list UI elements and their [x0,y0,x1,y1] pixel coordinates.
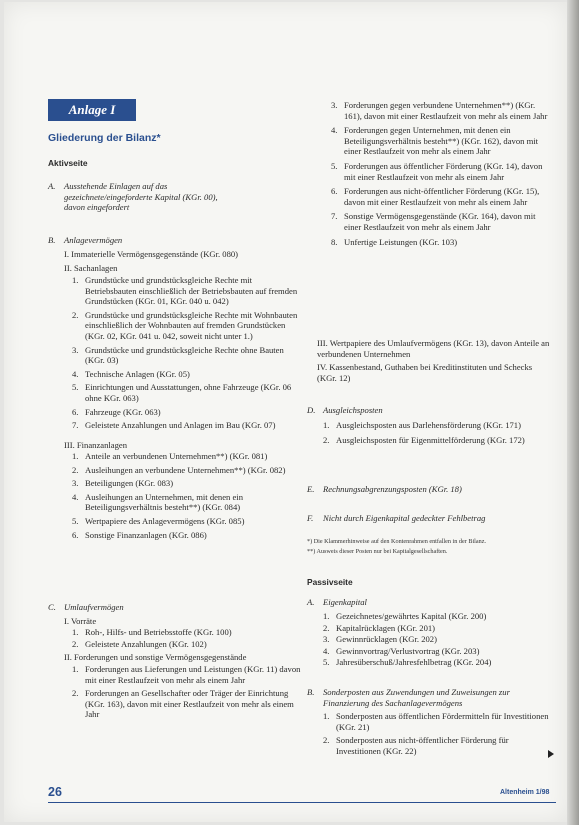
list-item [72,530,302,541]
list-item [331,125,553,157]
list-item-number: 1. [323,611,330,621]
c-ii-list [72,664,302,723]
c-iv-line: IV. Kassenbestand, Guthaben bei Kreditinstituten und Schecks (KGr. 12) [317,362,533,383]
list-item-number: 2. [323,622,330,633]
list-item-number: 2. [72,638,79,649]
b-iii-line: III. Finanzanlagen [64,440,127,450]
passiv-category-b: B. Sonderposten aus Zuwendungen und Zuweisungen zur Finanzierung des Sachanlagevermögens [307,687,510,708]
list-item-text: Forderungen aus nicht-öffentlicher Förderung (KGr. 15), davon mit einer Restlaufzeit von mehr als einem Jahr [344,186,540,207]
c-ii-list-continued [331,100,553,251]
page-number: 26 [48,785,62,799]
list-item [323,735,553,756]
b-iii-list [72,451,302,543]
list-item-number: 2. [72,309,79,320]
aktiv-category-d: D. Ausgleichsposten [307,405,383,415]
list-item-number: 4. [331,125,338,136]
list-item [72,492,302,513]
list-item-number: 4. [72,491,79,502]
list-item-text: Forderungen aus Lieferungen und Leistungen (KGr. 11) davon mit einer Restlaufzeit von mehr als einem Jahr [85,664,301,685]
list-item [72,382,302,403]
list-item-text: Ausleihungen an verbundene Unternehmen**) (KGr. 082) [85,464,286,475]
list-item-number: 7. [72,420,79,431]
list-item [331,237,553,248]
list-item [72,478,302,489]
list-item-text: Forderungen an Gesellschafter oder Träger der Einrichtung (KGr. 163), davon mit einer Restlaufzeit von mehr als einem Jahr [85,688,294,720]
list-item [72,516,302,527]
list-item [72,345,302,366]
anlage-label: Anlage I [48,99,136,121]
document-title: Gliederung der Bilanz* [48,132,161,144]
list-item [331,161,553,182]
list-item [323,611,553,622]
list-item-text: Fahrzeuge (KGr. 063) [85,406,161,417]
list-item [72,369,302,380]
list-item-text: Ausgleichsposten für Eigenmittelförderung (KGr. 172) [336,434,525,445]
list-item-text: Unfertige Leistungen (KGr. 103) [344,236,458,247]
list-item-text: Forderungen gegen Unternehmen, mit denen ein Beteiligungsverhältnis besteht**) (KGr. 162), davon mit einer Restlaufzeit von mehr als einem Jahr [344,125,539,157]
list-item [331,100,553,121]
list-item-text: Gewinnrücklagen (KGr. 202) [336,634,437,645]
list-item [72,627,302,638]
list-item [72,275,302,307]
list-item-text: Sonderposten aus öffentlichen Fördermitteln für Investitionen (KGr. 21) [336,711,549,732]
list-item-number: 1. [72,664,79,674]
list-item [323,657,553,668]
c-iii-line: III. Wertpapiere des Umlaufvermögens (KGr. 13), davon Anteile an verbundenen Unternehmen [317,338,550,359]
list-item [323,435,553,446]
list-item-text: Forderungen aus öffentlicher Förderung (KGr. 14), davon mit einer Restlaufzeit von mehr als einem Jahr [344,160,543,182]
page-edge-shadow [567,0,579,825]
list-item-number: 1. [72,275,79,285]
list-item-text: Einrichtungen und Ausstattungen, ohne Fahrzeuge (KGr. 06 ohne KGr. 063) [85,382,292,403]
list-item-number: 4. [323,645,330,656]
list-item [72,420,302,431]
list-item [72,407,302,418]
list-item-number: 5. [331,160,338,171]
list-item-number: 3. [72,478,79,489]
list-item-number: 5. [323,657,330,668]
list-item-number: 2. [323,434,330,445]
list-item-number: 2. [323,735,330,746]
list-item-text: Forderungen gegen verbundene Unternehmen**) (KGr. 161), davon mit einer Restlaufzeit von mehr als einem Jahr [344,100,548,121]
continue-arrow-icon [548,750,554,758]
list-item [72,639,302,650]
list-item-number: 6. [331,186,338,197]
footnote-1: *) Die Klammerhinweise auf den Kontenrahmen entfallen in der Bilanz. [307,538,487,545]
list-item [323,711,553,732]
list-item [72,688,302,720]
b-i-line: I. Immaterielle Vermögensgegenstände (KGr. 080) [64,249,239,259]
aktiv-category-e: E. Rechnungsabgrenzungsposten (KGr. 18) [307,484,462,494]
list-item-number: 6. [72,529,79,540]
list-item [323,420,553,431]
list-item-text: Gezeichnetes/gewährtes Kapital (KGr. 200) [336,611,487,621]
list-item-text: Grundstücke und grundstücksgleiche Rechte mit Betriebsbauten einschließlich der Betriebsbauten auf fremden Grundstücken (KGr. 01, KGr. 040 u. 042) [85,275,298,307]
section-aktivseite: Aktivseite [48,158,88,168]
passiv-a-list [323,611,553,669]
list-item [72,664,302,685]
section-passivseite: Passivseite [307,577,353,587]
list-item-text: Wertpapiere des Anlagevermögens (KGr. 085) [85,515,245,526]
c-i-line: I. Vorräte [64,616,97,626]
list-item-text: Geleistete Anzahlungen und Anlagen im Bau (KGr. 07) [85,420,276,431]
list-item-number: 3. [331,100,338,110]
list-item-number: 8. [331,236,338,247]
b-ii-line: II. Sachanlagen [64,263,118,273]
c-i-list [72,627,302,650]
passiv-category-a: A. Eigenkapital [307,597,367,607]
list-item-text: Sonderposten aus nicht-öffentlicher Förderung für Investitionen (KGr. 22) [336,735,509,756]
aktiv-category-c: C. Umlaufvermögen [48,602,124,612]
list-item [323,623,553,634]
list-item-text: Gewinnvortrag/Verlustvortrag (KGr. 203) [336,645,480,656]
list-item-text: Beteiligungen (KGr. 083) [85,478,174,489]
list-item-text: Sonstige Finanzanlagen (KGr. 086) [85,529,207,540]
list-item [72,451,302,462]
list-item-text: Roh-, Hilfs- und Betriebsstoffe (KGr. 100) [85,627,232,637]
aktiv-category-b: B. Anlagevermögen [48,235,123,245]
list-item-number: 2. [72,464,79,475]
list-item-text: Sonstige Vermögensgegenstände (KGr. 164), davon mit einer Restlaufzeit von mehr als einem Jahr [344,211,536,232]
list-item-number: 6. [72,406,79,417]
list-item [323,634,553,645]
list-item-number: 7. [331,211,338,222]
issue-label: Altenheim 1/98 [500,789,550,796]
list-item-text: Ausgleichsposten aus Darlehensförderung (KGr. 171) [336,420,521,430]
aktiv-category-a: A. Ausstehende Einlagen auf das gezeichnete/eingeforderte Kapital (KGr. 00), davon eingefordert [48,181,218,213]
list-item [331,211,553,232]
list-item [331,186,553,207]
list-item-number: 3. [72,344,79,355]
footer-rule [48,802,556,803]
list-item [72,465,302,476]
list-item-text: Jahresüberschuß/Jahresfehlbetrag (KGr. 204) [336,657,492,668]
list-item-text: Ausleihungen an Unternehmen, mit denen ein Beteiligungsverhältnis besteht**) (KGr. 084) [85,491,243,513]
list-item-text: Technische Anlagen (KGr. 05) [85,368,190,379]
c-ii-line: II. Forderungen und sonstige Vermögensgegenstände [64,652,247,662]
list-item-text: Kapitalrücklagen (KGr. 201) [336,622,436,633]
list-item-text: Grundstücke und grundstücksgleiche Rechte ohne Bauten (KGr. 03) [85,344,284,366]
d-list [323,420,553,449]
aktiv-category-f: F. Nicht durch Eigenkapital gedeckter Fehlbetrag [307,513,486,523]
list-item-number: 3. [323,634,330,645]
list-item-text: Anteile an verbundenen Unternehmen**) (KGr. 081) [85,451,268,461]
list-item-number: 5. [72,382,79,393]
list-item-number: 5. [72,515,79,526]
list-item-number: 1. [323,711,330,721]
list-item-text: Grundstücke und grundstücksgleiche Rechte mit Wohnbauten einschließlich der Wohnbauten auf fremden Grundstücken (KGr. 02, KGr. 041 u. 042, soweit nicht unter 1.) [85,309,298,341]
list-item-number: 2. [72,688,79,699]
passiv-b-list [323,711,553,759]
list-item-number: 1. [72,627,79,637]
b-ii-list [72,275,302,434]
footnote-2: **) Ausweis dieser Posten nur bei Kapitalgesellschaften. [307,548,448,555]
list-item-text: Geleistete Anzahlungen (KGr. 102) [85,638,207,649]
list-item-number: 1. [72,451,79,461]
list-item-number: 4. [72,368,79,379]
list-item-number: 1. [323,420,330,430]
list-item [72,310,302,342]
list-item [323,646,553,657]
